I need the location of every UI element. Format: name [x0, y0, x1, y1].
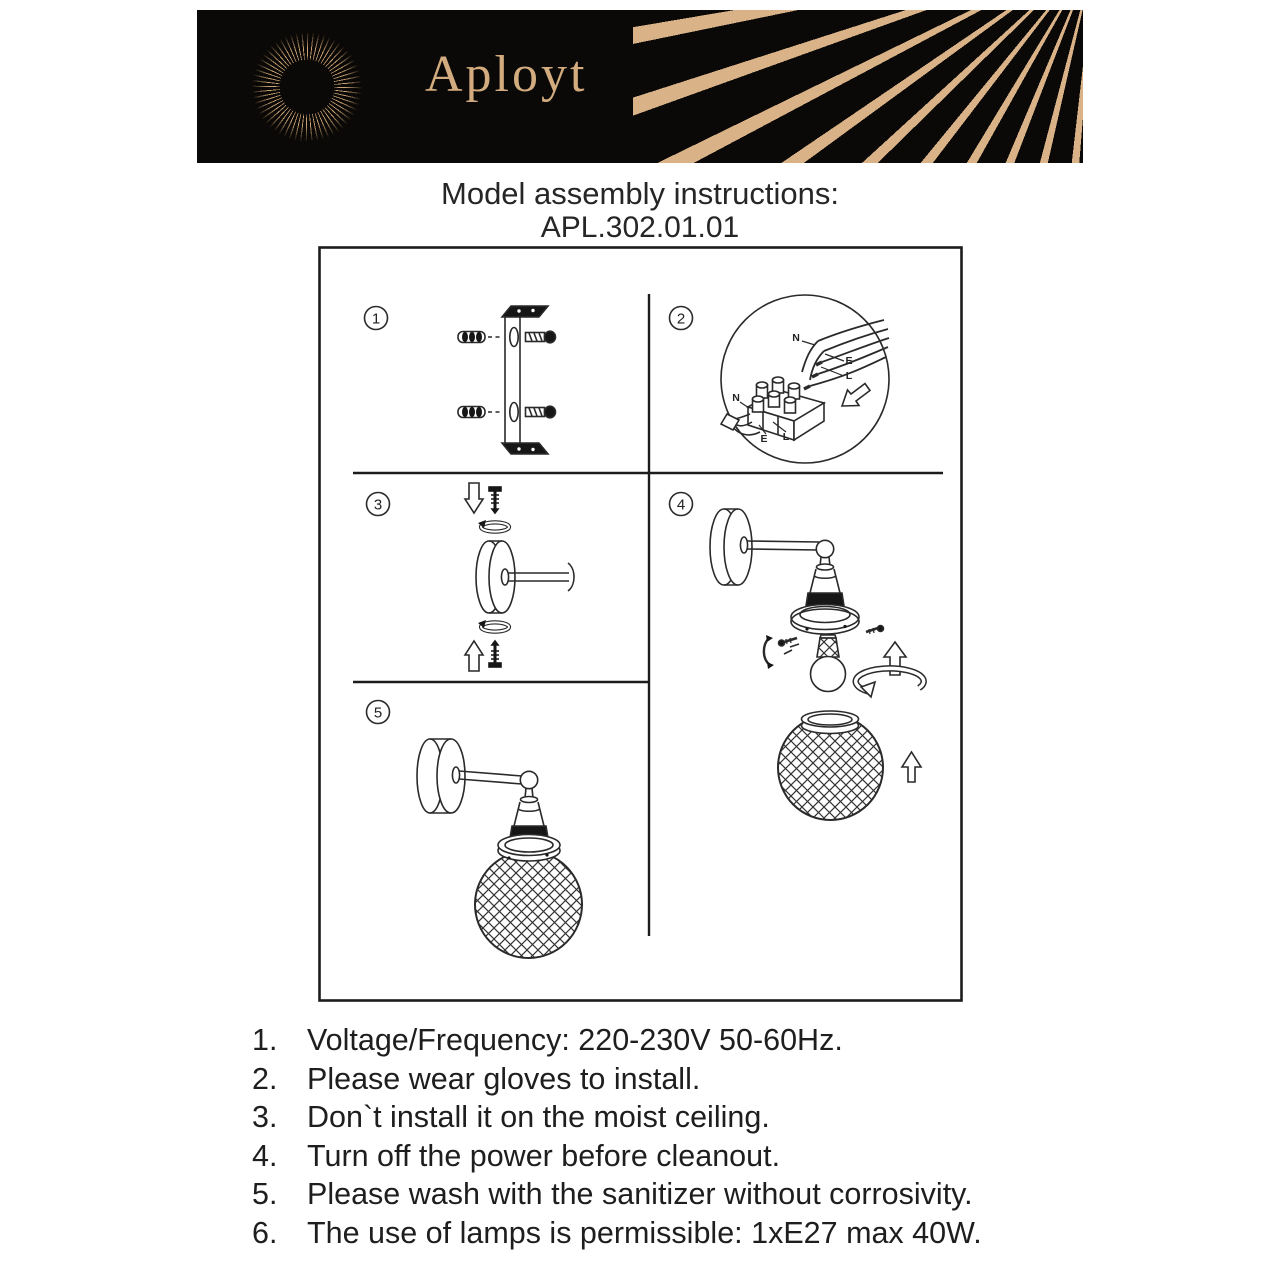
list-item-number: 6. — [252, 1215, 278, 1250]
assembly-diagram-svg — [318, 246, 963, 1002]
wall-mount-disc — [417, 739, 465, 813]
step-1-panel — [365, 306, 556, 454]
bracket-top-flange — [502, 306, 548, 317]
brand-name: Aployt — [425, 46, 588, 103]
wire-label-e-bottom: E — [760, 433, 768, 445]
screw-top — [526, 331, 556, 343]
list-item-number: 4. — [252, 1138, 278, 1173]
wire-label-e-top: E — [845, 355, 853, 367]
page-title: Model assembly instructions: — [441, 176, 839, 211]
list-item-number: 2. — [252, 1061, 278, 1096]
list-item-text: Turn off the power before cleanout. — [307, 1138, 781, 1173]
rotate-arrow-bottom-icon — [478, 620, 509, 632]
wire-label-l-bottom: L — [782, 431, 790, 443]
base-screw-right — [866, 626, 884, 635]
header-banner — [197, 10, 1083, 163]
rotate-arrow-top-icon — [478, 520, 509, 532]
list-item-text: The use of lamps is permissible: 1xE27 max 40W. — [307, 1215, 982, 1250]
model-number: APL.302.01.01 — [540, 211, 740, 244]
up-arrow-icon — [465, 641, 483, 671]
list-item-text: Please wear gloves to install. — [307, 1061, 701, 1096]
wire-label-n-bottom: N — [732, 392, 740, 404]
rotate-swoosh-icon — [764, 635, 774, 669]
list-item — [252, 1060, 982, 1099]
light-bulb — [811, 635, 846, 692]
wall-anchor-bottom — [458, 407, 485, 418]
direction-arrow-icon — [842, 384, 870, 407]
list-item-text: Voltage/Frequency: 220-230V 50-60Hz. — [307, 1023, 843, 1057]
step-2-panel — [670, 295, 890, 463]
list-item-number: 5. — [252, 1177, 278, 1212]
bracket-hole-bottom — [510, 403, 518, 422]
ball-joint — [520, 771, 537, 788]
list-item-number: 3. — [252, 1100, 278, 1135]
terminal-posts — [753, 377, 800, 413]
lamp-arm — [747, 541, 819, 550]
down-arrow-icon — [465, 483, 483, 513]
list-item — [252, 1021, 982, 1060]
step-5-number: 5 — [373, 704, 383, 722]
step-4-number: 4 — [676, 496, 686, 514]
decorative-rays — [633, 10, 1083, 163]
diagram-border — [320, 248, 962, 1001]
step-4-panel — [670, 493, 924, 821]
step-1-number: 1 — [371, 310, 381, 328]
list-item-number: 1. — [252, 1023, 278, 1057]
screw-down-icon — [489, 487, 501, 513]
base-screw-left — [779, 638, 800, 654]
wall-anchor-top — [458, 332, 485, 343]
instructions-list — [252, 1021, 982, 1253]
sunburst-logo-icon — [249, 29, 365, 145]
up-arrow-globe-icon — [902, 752, 921, 782]
step-3-panel — [367, 483, 575, 671]
screw-up-icon — [489, 641, 501, 667]
wire-label-n-top: N — [792, 332, 800, 344]
screw-bottom — [526, 406, 556, 418]
ball-joint — [816, 540, 833, 557]
lamp-socket — [510, 788, 548, 838]
lamp-arm — [459, 771, 522, 784]
wall-mount-disc — [710, 509, 752, 585]
list-item — [252, 1137, 982, 1176]
threaded-rod — [508, 573, 569, 581]
step-5-panel — [367, 701, 583, 959]
list-item-text: Please wash with the sanitizer without corrosivity. — [307, 1177, 973, 1212]
canopy-disc — [476, 541, 574, 613]
wire-label-l-top: L — [845, 370, 853, 382]
mesh-globe-attached — [475, 835, 582, 959]
list-item — [252, 1175, 982, 1214]
bracket-hole-top — [510, 328, 518, 347]
assembly-diagram — [318, 246, 963, 1002]
wiring-detail-circle — [721, 295, 889, 463]
mesh-globe-detached — [778, 711, 883, 820]
lamp-socket — [791, 557, 859, 634]
list-item — [252, 1098, 982, 1137]
step-2-number: 2 — [676, 310, 686, 328]
bracket-bottom-flange — [502, 443, 548, 454]
step-3-number: 3 — [373, 496, 383, 514]
list-item-text: Don`t install it on the moist ceiling. — [307, 1100, 770, 1135]
list-item — [252, 1214, 982, 1253]
